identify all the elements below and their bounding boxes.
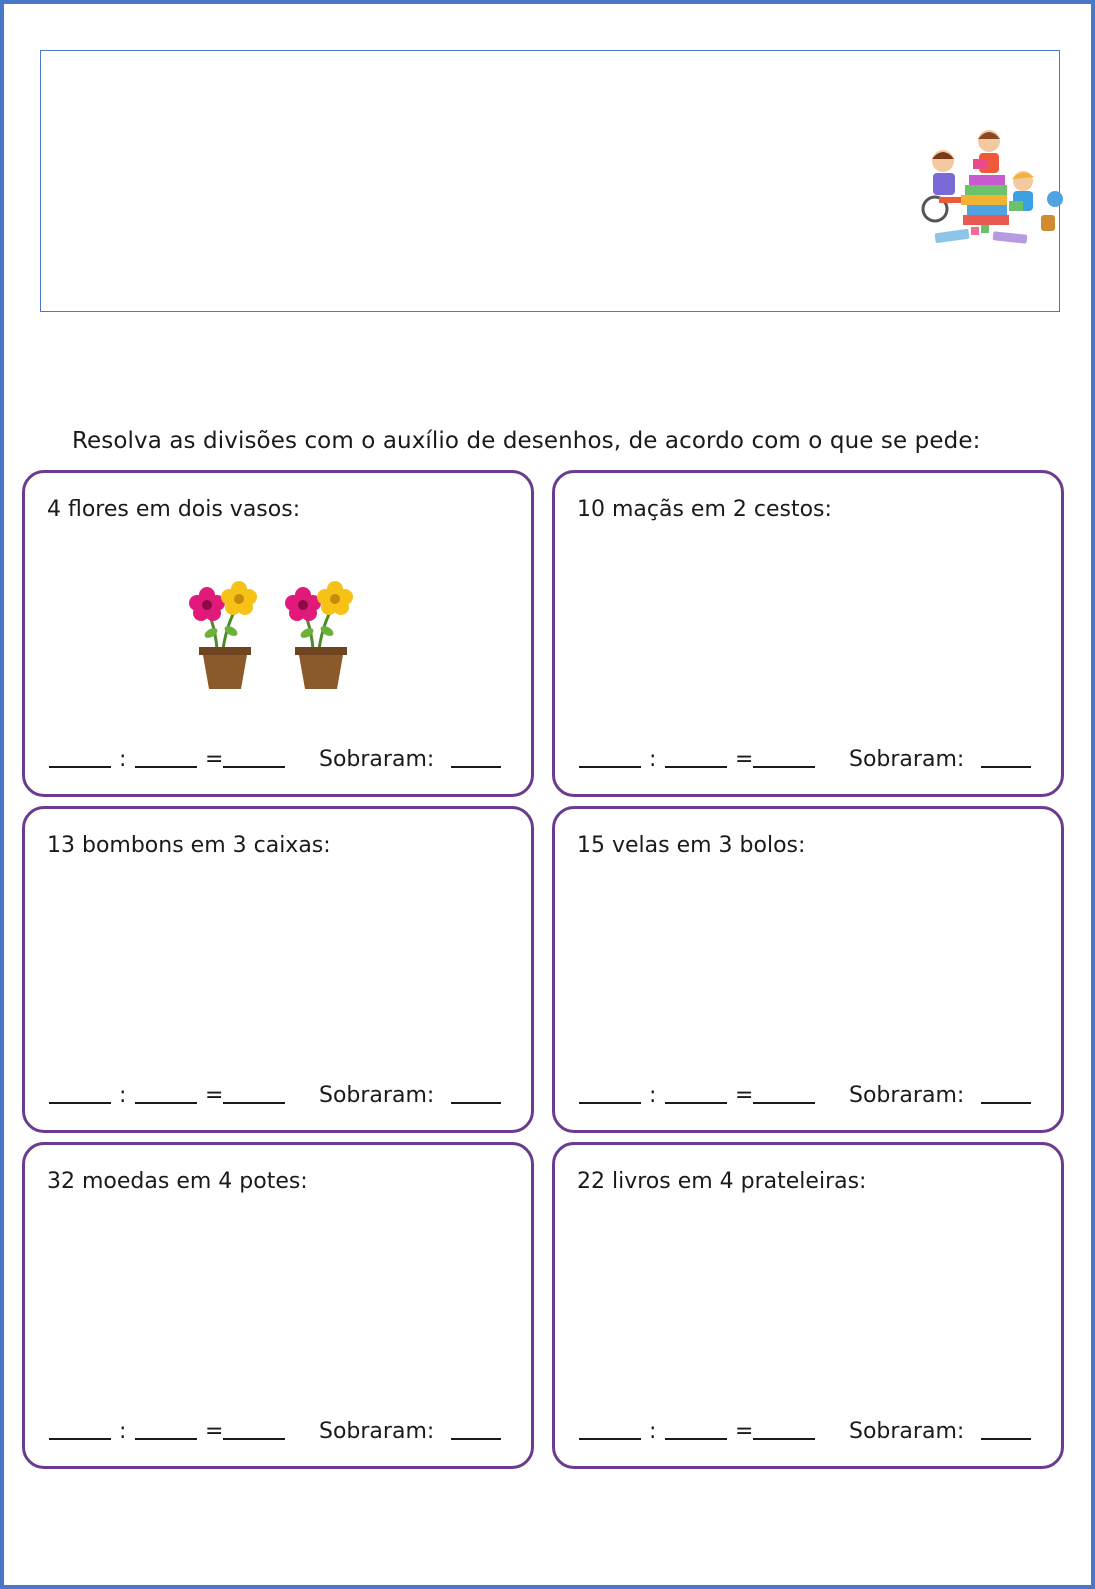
quotient-blank[interactable] <box>223 1438 285 1440</box>
divisor-blank[interactable] <box>665 766 727 768</box>
divisor-blank[interactable] <box>665 1102 727 1104</box>
instruction-text: Resolva as divisões com o auxílio de desenhos, de acordo com o que se pede: <box>72 428 981 454</box>
divisor-blank[interactable] <box>665 1438 727 1440</box>
remainder-label: Sobraram: <box>319 1083 435 1108</box>
dividend-blank[interactable] <box>579 1438 641 1440</box>
dividend-blank[interactable] <box>49 1438 111 1440</box>
card-title: 22 livros em 4 prateleiras: <box>577 1169 867 1194</box>
equals-sign: = <box>205 1083 224 1108</box>
division-equation <box>575 1414 1045 1444</box>
equals-sign: = <box>205 747 224 772</box>
division-equation <box>575 742 1045 772</box>
header-box <box>40 50 1060 312</box>
dividend-blank[interactable] <box>579 766 641 768</box>
dividend-blank[interactable] <box>49 1102 111 1104</box>
colon-sign: : <box>649 1083 657 1108</box>
exercise-card-macas <box>552 470 1064 797</box>
remainder-blank[interactable] <box>981 1102 1031 1104</box>
remainder-blank[interactable] <box>981 766 1031 768</box>
card-title: 13 bombons em 3 caixas: <box>47 833 331 858</box>
flower-pot-icon <box>185 571 365 691</box>
divisor-blank[interactable] <box>135 1438 197 1440</box>
exercise-card-bombons <box>22 806 534 1133</box>
remainder-blank[interactable] <box>981 1438 1031 1440</box>
equals-sign: = <box>735 1083 754 1108</box>
equals-sign: = <box>735 1419 754 1444</box>
equals-sign: = <box>735 747 754 772</box>
card-title: 32 moedas em 4 potes: <box>47 1169 308 1194</box>
remainder-label: Sobraram: <box>319 1419 435 1444</box>
exercise-card-velas <box>552 806 1064 1133</box>
exercise-card-livros <box>552 1142 1064 1469</box>
dividend-blank[interactable] <box>579 1102 641 1104</box>
colon-sign: : <box>119 1083 127 1108</box>
quotient-blank[interactable] <box>753 766 815 768</box>
card-title: 4 flores em dois vasos: <box>47 497 301 522</box>
remainder-blank[interactable] <box>451 1102 501 1104</box>
division-equation <box>45 742 515 772</box>
card-title: 10 maçãs em 2 cestos: <box>577 497 832 522</box>
exercise-card-moedas <box>22 1142 534 1469</box>
colon-sign: : <box>649 1419 657 1444</box>
dividend-blank[interactable] <box>49 766 111 768</box>
colon-sign: : <box>119 747 127 772</box>
remainder-label: Sobraram: <box>319 747 435 772</box>
quotient-blank[interactable] <box>223 1102 285 1104</box>
colon-sign: : <box>119 1419 127 1444</box>
divisor-blank[interactable] <box>135 1102 197 1104</box>
divisor-blank[interactable] <box>135 766 197 768</box>
division-equation <box>45 1078 515 1108</box>
children-reading-books-icon <box>889 123 1069 253</box>
division-equation <box>575 1078 1045 1108</box>
quotient-blank[interactable] <box>223 766 285 768</box>
colon-sign: : <box>649 747 657 772</box>
remainder-label: Sobraram: <box>849 747 965 772</box>
quotient-blank[interactable] <box>753 1102 815 1104</box>
remainder-label: Sobraram: <box>849 1419 965 1444</box>
quotient-blank[interactable] <box>753 1438 815 1440</box>
exercise-card-flores <box>22 470 534 797</box>
equals-sign: = <box>205 1419 224 1444</box>
remainder-blank[interactable] <box>451 766 501 768</box>
remainder-label: Sobraram: <box>849 1083 965 1108</box>
remainder-blank[interactable] <box>451 1438 501 1440</box>
division-equation <box>45 1414 515 1444</box>
card-title: 15 velas em 3 bolos: <box>577 833 806 858</box>
